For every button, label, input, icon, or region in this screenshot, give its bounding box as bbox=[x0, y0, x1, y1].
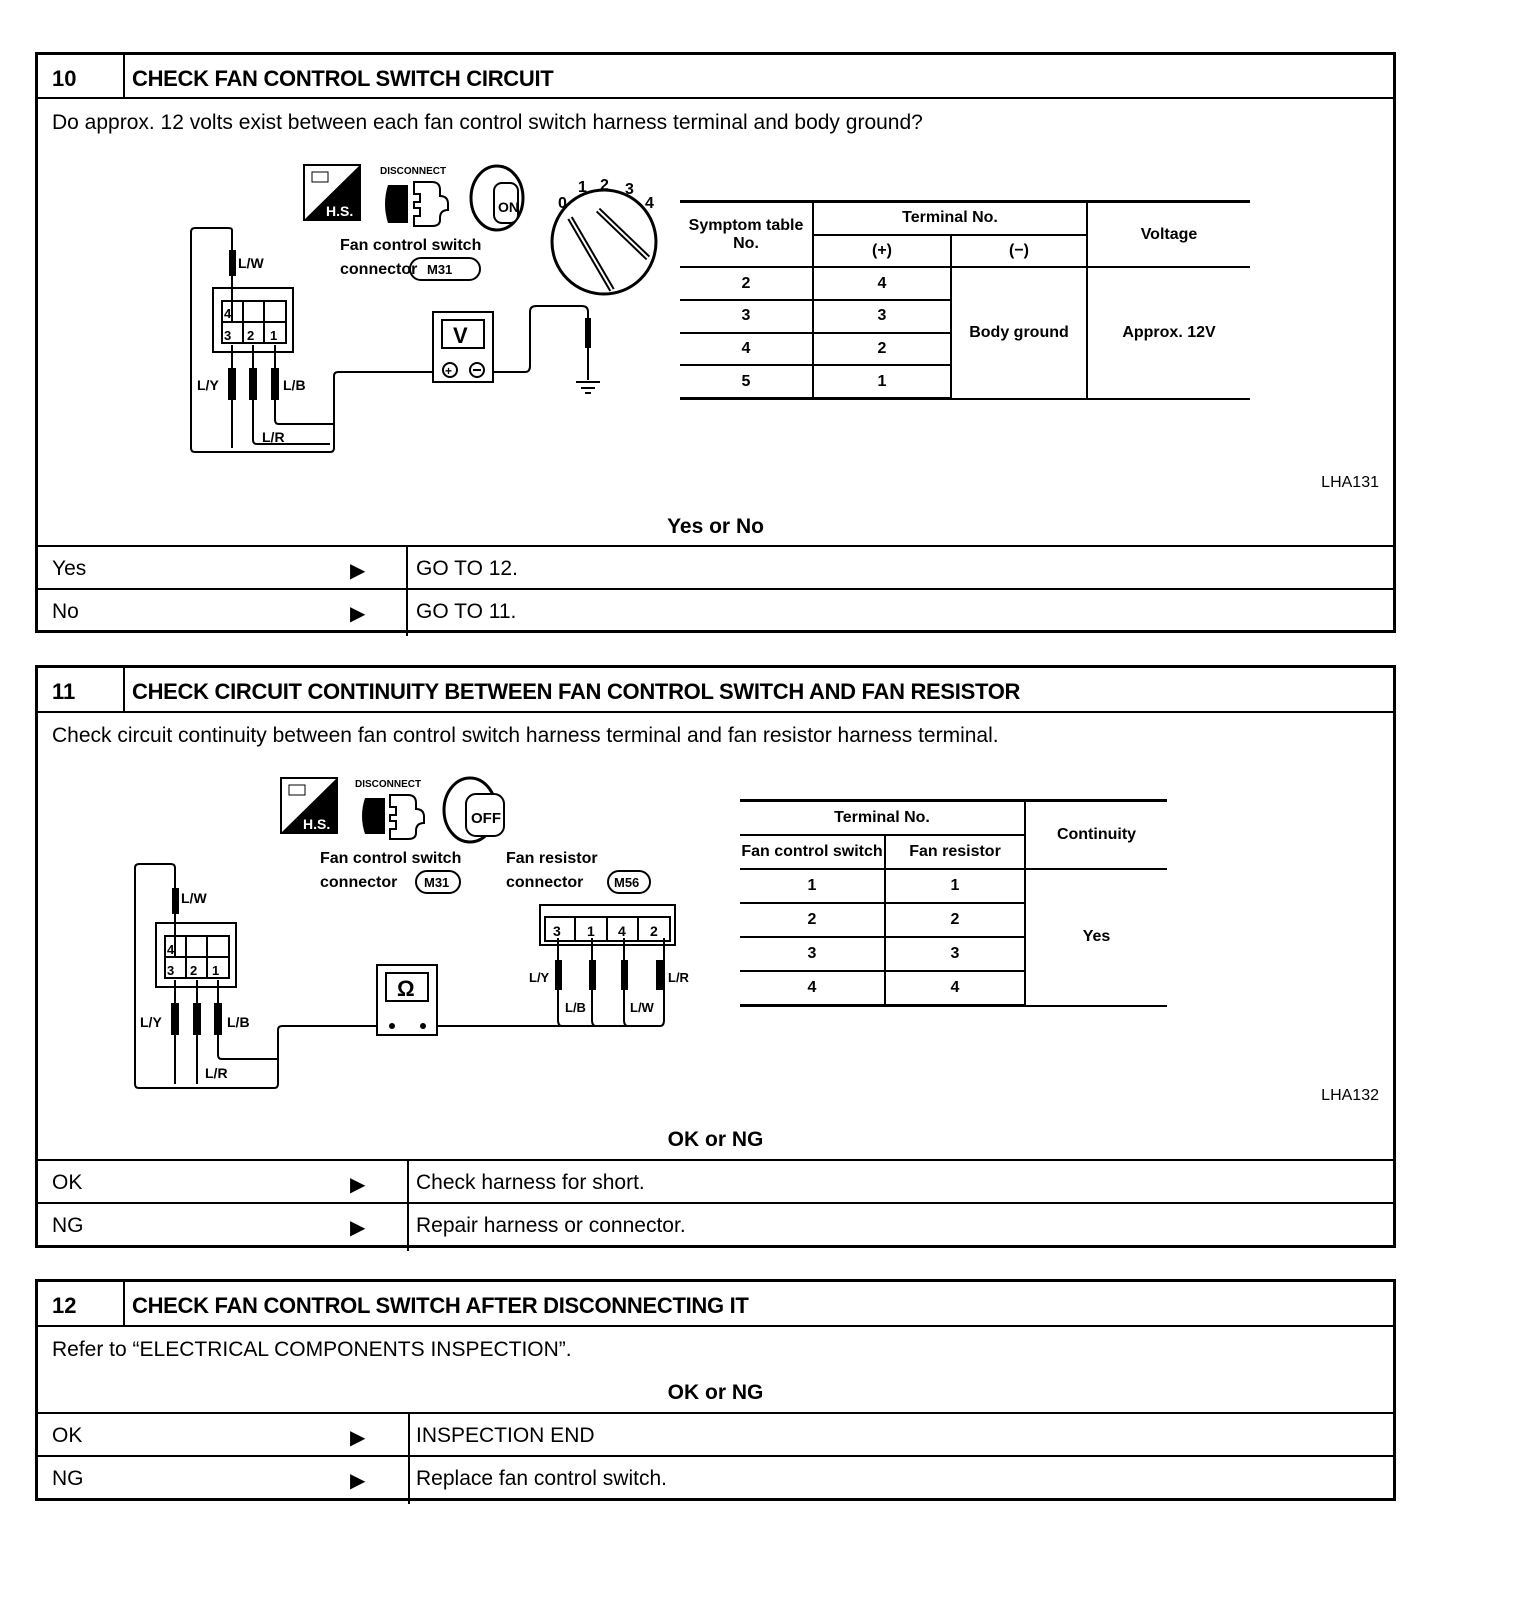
svg-text:V: V bbox=[453, 323, 468, 348]
wire-label: L/W bbox=[181, 890, 207, 906]
svg-text:1: 1 bbox=[212, 963, 220, 978]
svg-text:1: 1 bbox=[270, 328, 278, 343]
arrow-icon: ▶ bbox=[350, 560, 366, 582]
fan-dial-icon bbox=[552, 177, 656, 294]
svg-text:OFF: OFF bbox=[471, 810, 501, 827]
svg-text:3: 3 bbox=[224, 328, 232, 343]
table-row: 1 1 Yes bbox=[740, 869, 1167, 903]
wire-label: L/B bbox=[565, 1000, 586, 1015]
step-instruction: Do approx. 12 volts exist between each fan control switch harness terminal and body ground? bbox=[52, 111, 923, 134]
svg-text:connector: connector bbox=[506, 874, 584, 891]
arrow-icon: ▶ bbox=[350, 603, 366, 625]
arrow-icon: ▶ bbox=[350, 1174, 366, 1196]
step-title: CHECK FAN CONTROL SWITCH AFTER DISCONNECTING IT bbox=[132, 1293, 749, 1318]
figure-id: LHA132 bbox=[1321, 1087, 1379, 1104]
svg-text:2: 2 bbox=[650, 923, 658, 939]
disconnect-connector-icon bbox=[362, 795, 424, 839]
svg-text:4: 4 bbox=[618, 923, 626, 939]
svg-text:1: 1 bbox=[587, 923, 595, 939]
step-number: 10 bbox=[52, 66, 77, 91]
svg-text:3: 3 bbox=[167, 963, 175, 978]
ohmmeter-icon bbox=[377, 965, 437, 1035]
wire-label: L/W bbox=[630, 1000, 654, 1015]
ignition-key-off-icon bbox=[444, 778, 504, 842]
svg-text:2: 2 bbox=[190, 963, 198, 978]
wire-label: L/B bbox=[283, 377, 306, 393]
arrow-icon: ▶ bbox=[350, 1427, 366, 1449]
svg-text:connector: connector bbox=[340, 261, 418, 278]
table-row: 4 2 bbox=[680, 333, 1250, 366]
svg-text:ON: ON bbox=[498, 199, 519, 215]
connector-code: M31 bbox=[427, 262, 453, 277]
result-action: GO TO 12. bbox=[416, 557, 518, 580]
wire-label: L/R bbox=[668, 970, 689, 985]
svg-text:+: + bbox=[445, 364, 453, 378]
connector-label: Fan control switch bbox=[340, 237, 482, 254]
step-instruction: Refer to “ELECTRICAL COMPONENTS INSPECTION”. bbox=[52, 1338, 572, 1361]
continuity-spec-table: Terminal No. Continuity Fan control switch Fan resistor 1 1 Yes 2 2 3 3 4 4 bbox=[740, 799, 1167, 1007]
step-instruction: Check circuit continuity between fan control switch harness terminal and fan resistor harness terminal. bbox=[52, 724, 999, 747]
disconnect-label: DISCONNECT bbox=[380, 166, 447, 177]
connector-code: M31 bbox=[424, 875, 450, 890]
disconnect-connector-icon bbox=[385, 182, 448, 226]
ignition-key-on-icon bbox=[471, 166, 523, 230]
svg-text:connector: connector bbox=[320, 874, 398, 891]
harness-service-icon bbox=[304, 165, 360, 220]
voltage-spec-table: Symptom table No. Terminal No. Voltage (+) (−) 2 4 Body ground Approx. 12V 3 3 4 2 5 1 bbox=[680, 200, 1250, 400]
wire-label: L/W bbox=[238, 255, 264, 271]
step-number: 12 bbox=[52, 1293, 77, 1318]
table-row: 2 4 Body ground Approx. 12V bbox=[680, 267, 1250, 300]
table-row: 3 3 bbox=[680, 300, 1250, 333]
result-question: OK or NG bbox=[667, 1128, 764, 1151]
harness-service-icon bbox=[281, 778, 337, 833]
svg-text:0: 0 bbox=[558, 195, 567, 212]
svg-text:3: 3 bbox=[553, 923, 561, 939]
svg-text:4: 4 bbox=[224, 306, 232, 321]
wire-label: L/Y bbox=[529, 970, 550, 985]
disconnect-label: DISCONNECT bbox=[355, 779, 422, 790]
result-action: INSPECTION END bbox=[416, 1424, 595, 1447]
arrow-icon: ▶ bbox=[350, 1470, 366, 1492]
step-number: 11 bbox=[52, 679, 76, 704]
step-title: CHECK CIRCUIT CONTINUITY BETWEEN FAN CONTROL SWITCH AND FAN RESISTOR bbox=[132, 679, 1021, 704]
table-row: 5 1 bbox=[680, 365, 1250, 398]
svg-text:Ω: Ω bbox=[397, 976, 415, 1001]
step-title: CHECK FAN CONTROL SWITCH CIRCUIT bbox=[132, 66, 554, 91]
svg-text:1: 1 bbox=[578, 179, 587, 196]
result-question: Yes or No bbox=[667, 515, 764, 538]
result-action: GO TO 11. bbox=[416, 600, 517, 623]
arrow-icon: ▶ bbox=[350, 1217, 366, 1239]
result-action: Repair harness or connector. bbox=[416, 1214, 686, 1237]
wire-label: L/R bbox=[205, 1065, 228, 1081]
svg-text:H.S.: H.S. bbox=[326, 203, 354, 219]
wire-label: L/B bbox=[227, 1014, 250, 1030]
resistor-connector-label: Fan resistor bbox=[506, 850, 598, 867]
continuity-check-diagram bbox=[38, 668, 1399, 1108]
result-action: Check harness for short. bbox=[416, 1171, 645, 1194]
wire-label: L/R bbox=[262, 429, 285, 445]
table-row: 2 2 bbox=[740, 903, 1167, 937]
wire-label: L/Y bbox=[197, 377, 219, 393]
svg-text:2: 2 bbox=[600, 177, 609, 194]
figure-id: LHA131 bbox=[1321, 474, 1379, 491]
table-row: 4 4 bbox=[740, 971, 1167, 1006]
resistor-connector-code: M56 bbox=[614, 875, 640, 890]
step-12-box: 12 CHECK FAN CONTROL SWITCH AFTER DISCONNECTING IT Refer to “ELECTRICAL COMPONENTS INSPECTION”. OK or NG OK ▶ INSPECTION END NG ▶ Replace fan control switch. bbox=[35, 1279, 1396, 1501]
voltmeter-icon bbox=[433, 312, 493, 382]
svg-text:4: 4 bbox=[645, 195, 654, 212]
svg-text:3: 3 bbox=[625, 181, 634, 198]
table-row: 3 3 bbox=[740, 937, 1167, 971]
wire-label: L/Y bbox=[140, 1014, 162, 1030]
svg-text:H.S.: H.S. bbox=[303, 816, 331, 832]
svg-text:4: 4 bbox=[167, 942, 175, 957]
result-question: OK or NG bbox=[667, 1381, 764, 1404]
step-11-box: 11 CHECK CIRCUIT CONTINUITY BETWEEN FAN CONTROL SWITCH AND FAN RESISTOR Check circuit continuity between fan control switch harness terminal and fan resistor harness terminal. H.S. DISCONNECT OFF Fan control switch connector M31 Fan resistor connector M56 4 3 2 1 3 1 4 2 L/W L/Y L/B L/R L/Y L/B L/W L/R Ω Terminal No. Continuity Fan control switch Fan resistor 1 1 Yes 2 2 3 3 4 4 LHA132 OK or NG OK ▶ Check harness for short. NG ▶ Repair harness or connector. bbox=[35, 665, 1396, 1248]
connector-label: Fan control switch bbox=[320, 850, 462, 867]
svg-text:2: 2 bbox=[247, 328, 255, 343]
step-10-box: 10 CHECK FAN CONTROL SWITCH CIRCUIT Do approx. 12 volts exist between each fan control switch harness terminal and body ground? H.S. DISCONNECT ON 0 1 2 3 4 Fan control switch connector M31 4 3 2 1 L/W L/Y L/B L/R V + Symptom table No. Terminal No. Voltage (+) (−) 2 4 Body ground Approx. 12V 3 3 4 2 5 1 LHA131 Yes or No Yes ▶ GO TO 12. No ▶ GO TO 11. bbox=[35, 52, 1396, 633]
result-action: Replace fan control switch. bbox=[416, 1467, 667, 1490]
